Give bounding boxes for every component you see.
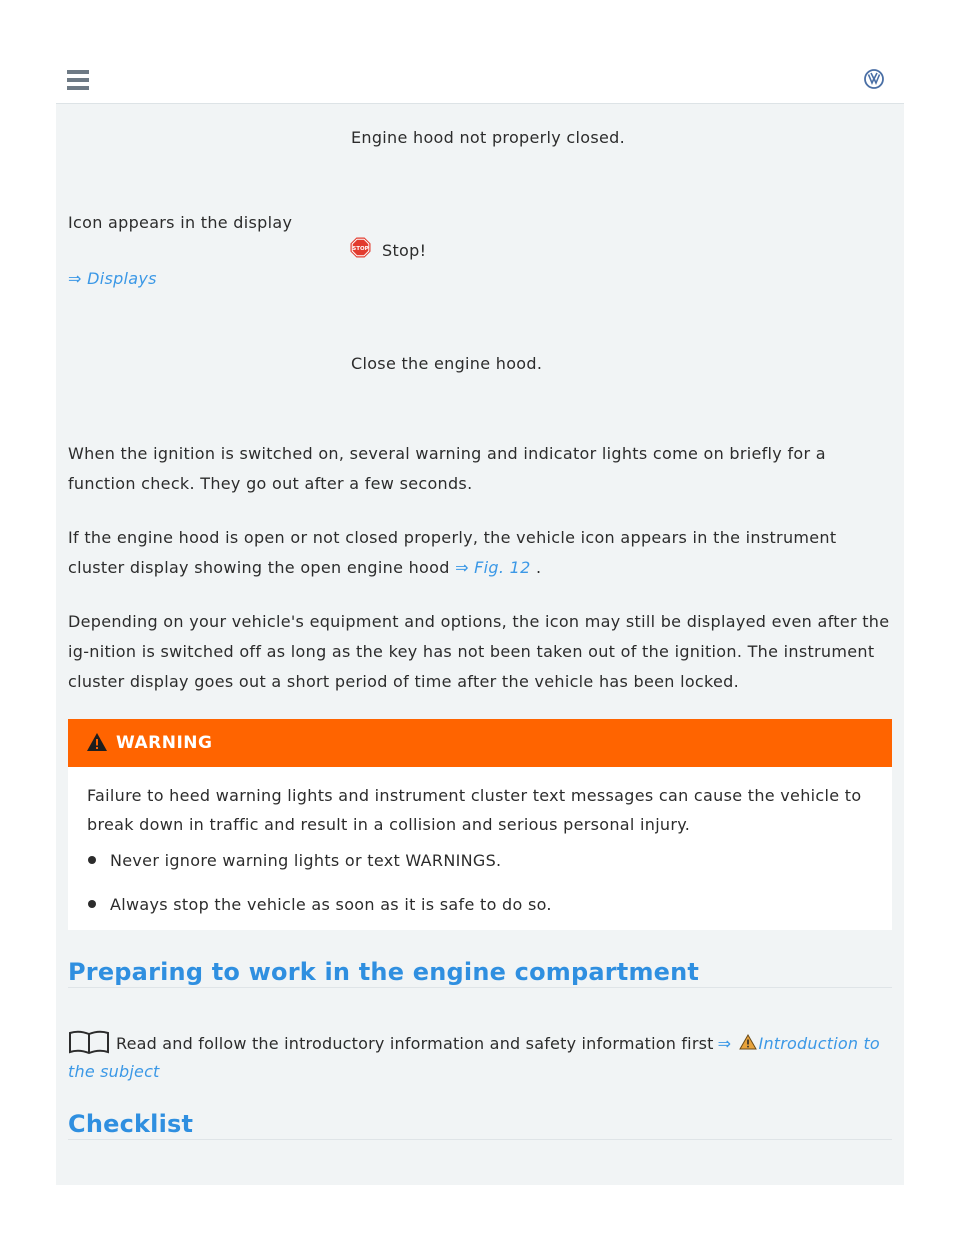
section-heading: Preparing to work in the engine compartment [68,958,700,986]
intro-arrow: ⇒ [717,1034,732,1053]
message-title: Engine hood not properly closed. [351,128,625,147]
paragraph-hood-open-end: . [530,558,542,577]
svg-text:STOP: STOP [352,246,369,252]
warning-title: WARNING [116,733,213,753]
intro-note [68,1030,892,1085]
displays-link[interactable]: ⇒ Displays [68,269,157,288]
warning-header [68,719,892,767]
warning-triangle-icon [86,732,108,752]
hamburger-menu-icon[interactable] [67,70,89,90]
action-text: Close the engine hood. [351,354,543,373]
paragraph-function-check: When the ignition is switched on, several warning and indicator lights come on briefly for a function check. They go out after a few seconds. [68,444,826,493]
checklist-heading: Checklist [68,1110,194,1138]
warning-bullet [88,847,501,875]
paragraph-hood-open-text: If the engine hood is open or not closed properly, the vehicle icon appears in the instrument cluster display showing the open engine hood [68,528,837,577]
top-bar [56,56,904,104]
fig-12-link[interactable]: ⇒ Fig. 12 [455,558,531,577]
warning-bullet-text: Never ignore warning lights or text WARNINGS. [110,851,502,870]
warning-bullet-text: Always stop the vehicle as soon as it is safe to do so. [110,895,552,914]
book-icon [68,1029,110,1055]
bullet-dot-icon [88,900,96,908]
warning-bullet [88,891,552,919]
introduction-link[interactable]: Introduction to the subject [68,1034,880,1081]
stop-sign-icon [350,237,371,258]
intro-text: Read and follow the introductory information and safety information first [116,1034,714,1053]
stop-label: Stop! [382,241,427,260]
section-rule [68,987,892,988]
vw-logo-icon[interactable] [864,69,884,89]
warning-body: Failure to heed warning lights and instrument cluster text messages can cause the vehicle to break down in traffic and result in a collision and serious personal injury. [87,786,862,834]
warning-box [68,719,892,930]
paragraph-hood-open [68,523,898,583]
paragraph-icon-displayed: Depending on your vehicle's equipment and options, the icon may still be displayed even after the ig-nition is switched off as long as the key has not been taken out of the ignition. The instrument cluster display goes out a short period of time after the vehicle has been locked. [68,612,890,691]
warning-triangle-small-icon [739,1034,757,1050]
icon-appears-label: Icon appears in the display [68,213,293,232]
checklist-rule [68,1139,892,1140]
bullet-dot-icon [88,856,96,864]
